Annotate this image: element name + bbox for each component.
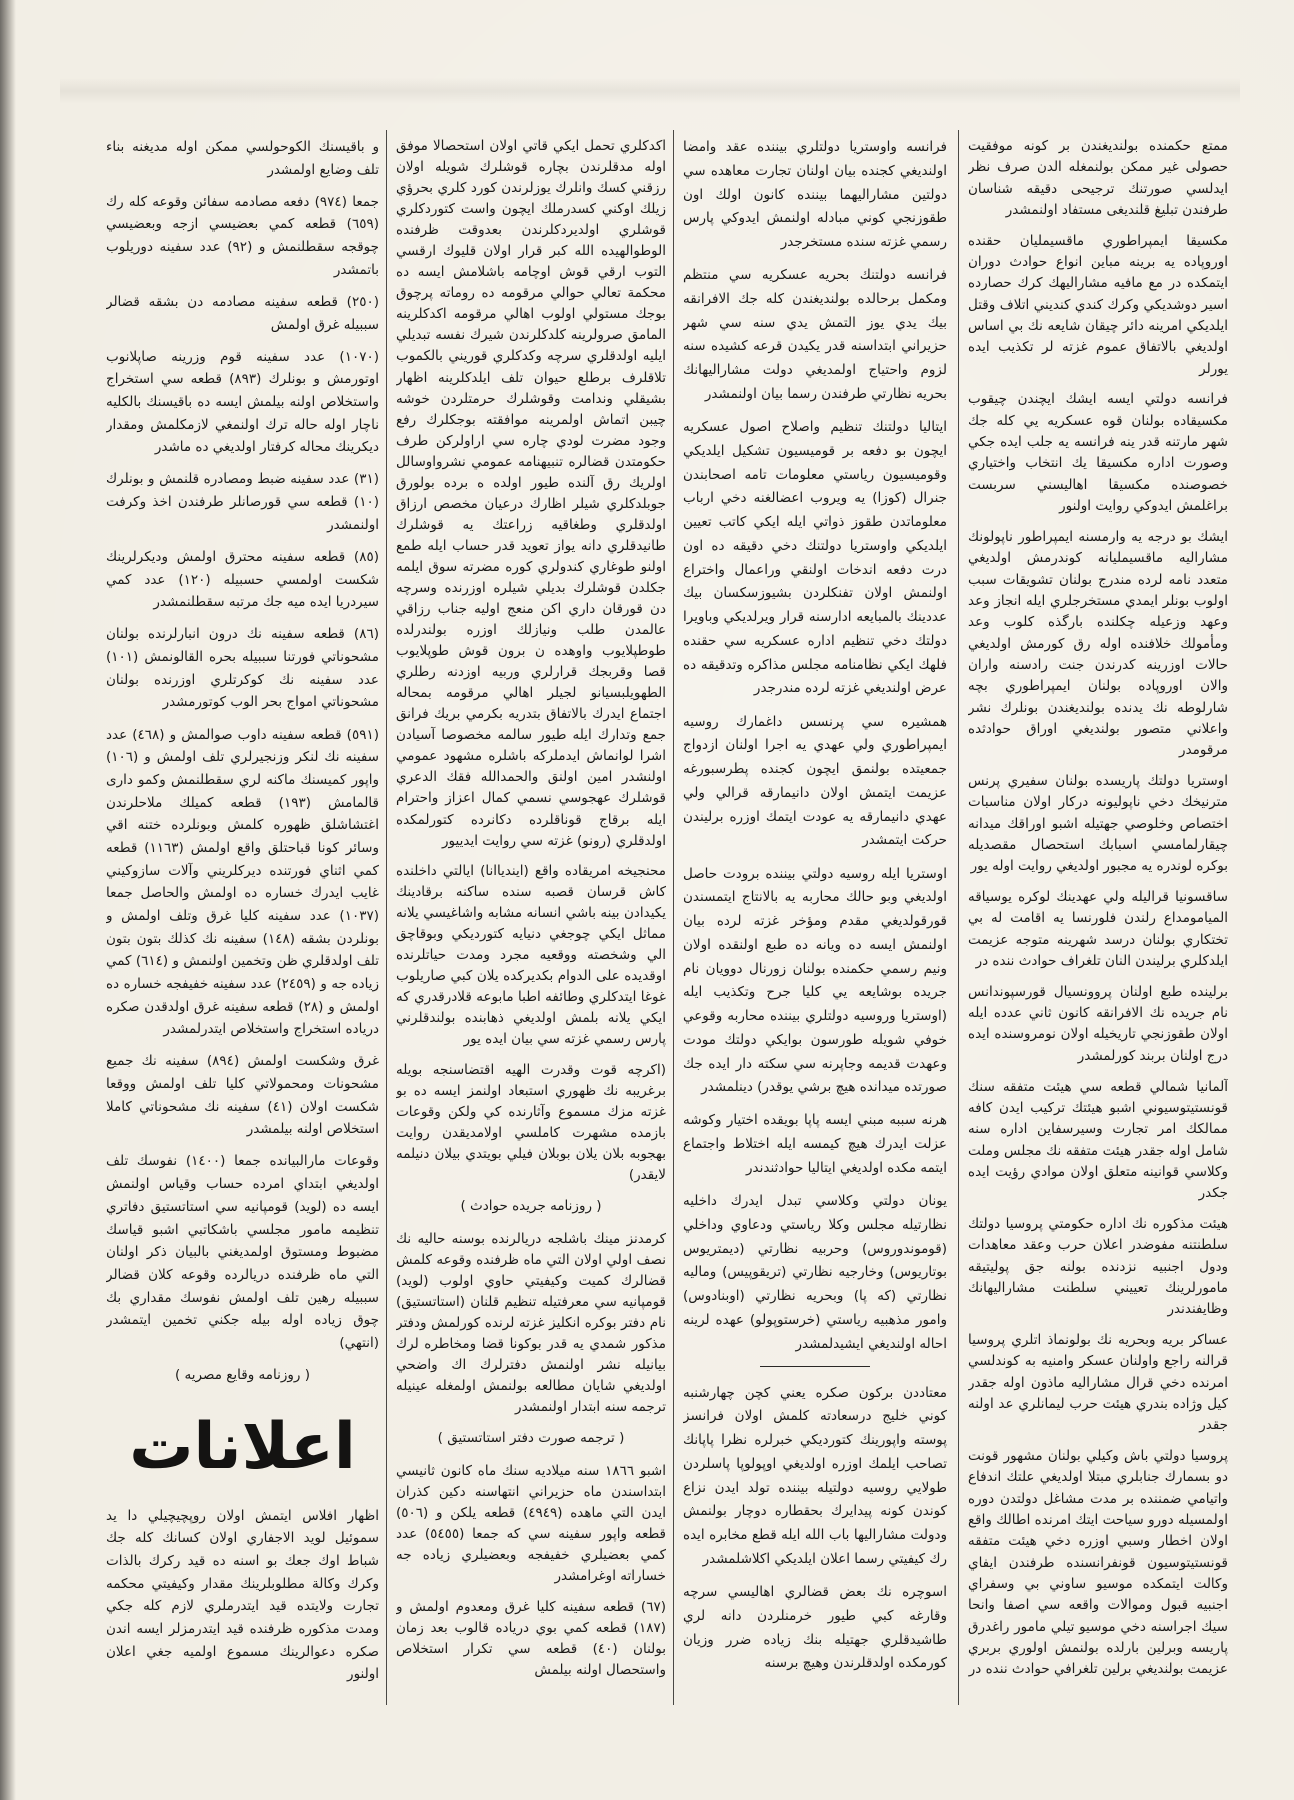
column-1 [968, 136, 1228, 1696]
column-3 [396, 136, 666, 1696]
article-paragraph: اسوچره نك بعض قضالري اهاليسي سرچه وقارغه كبي طيور خرمنلردن دانه لري طاشيدقلري جهتيله بنك زياده ضرر وزيان كورمكده اولدقلرندن وهيچ برسنه [683, 1584, 947, 1672]
article-paragraph: فرانسه دولتنك بحريه عسكريه سي منتظم ومكمل برحالده بولنديغندن كله جك الافرانقه بيك يدي يوز التمش يدي سنه سي شهر حزيراني ابتداسنه قدر يكيدن قرعه كشيده سنه لزوم واحتياج اولمديغي دولت مشاراليهانك بحريه نظارتي طرفندن رسما بيان اولنمشدر [683, 267, 947, 402]
article-paragraph: پروسيا دولتي باش وكيلي بولنان مشهور قونت دو بسمارك جنابلري مبتلا اولديغي علتك اندفاع واتيامي ضمننده بر مدت مشاغل دولتدن دوره اولمسيله دورو سياحت ايتك امرنده اطالك واقع اولان اخطار وسبي اوزره دخي هيئت متفقه قونستيتوسيون قونفرانسنده طرفندن ايفاي وكالت ايتمكده موسيو ساوني بي وسفراي اجنبيه قبول وموالات واقعه سي اصفا وانحا سيك اجراسنه دخي موسيو تيلي مامور راغدرق پاريسه وبرلين بارلده بولنمش اولوري بربري عزيمت بولنديغي برلين تلغرافي حوادث ننده در [968, 1448, 1228, 1678]
article-paragraph: وقوعات مارالبيانده جمعا (١٤٠٠) نفوسك تلف اولديغي ابتداي امرده حساب وقياس اولنمش ايسه ده (لويد) قومپانيه سي استاتستيق دفاتري تنظيمه مامور مجلسي باشكاتبي اشبو قياسك مضبوط ومستوق اولمديغني بالبيان ذكر اولنان التي ماه ظرفنده دريالرده وقوعه كلان قضالر سببيله رهين تلف اولمش نفوسك مقداري بك چوق زياده اوله بيله جكني تخمين ايتمشدر (انتهي) [106, 1153, 379, 1351]
section-separator [760, 1366, 871, 1367]
article-paragraph: (٨٥) قطعه سفينه محترق اولمش وديكرلرينك شكست اولمسي حسبيله (١٢٠) عدد كمي سيردريا ايده ميه جك مرتبه سقطلنمشدر [106, 548, 379, 611]
article-paragraph: اوستريا ايله روسيه دولتي بيننده برودت حاصل اولديغي وبو حالك محاربه يه بالانتاج ايتمسندن قورقولديغي مقدم ومؤخر غزته لرده بيان اولنمش ايسه ده ويانه ده طبع اولنقده اولان ونيم رسمي حكمنده بولنان زورنال دوويان نام جريده بوشايعه يي كليا جرح وتكذيب ايله (اوستريا وروسيه دولتلري بيننده محاربه وقوعي خوفي شويله طورسون بوايكي دولتك مودت وعهدت قديمه وجاپرنه سي سكته دار ايده جك صورتده ميدانده هيچ برشي يوقدر) دينلمشدر [683, 865, 947, 1096]
article-paragraph: ايشك بو درجه يه وارمسنه ايمپراطور ناپولونك مشاراليه ماقسيمليانه كوندرمش اولديغي متعدد نامه لرده مندرج بولنان تشويقات سبب اولوب بونلر ايمدي مستخرجلري ايله انجاز وعد وعهد وزعيله چكلنده بارگذه كلوب وعد ومأمولك خلافنده اوله رق كورمش اولديغي حالات اوزرينه كدرندن جنت رادسنه واران والان اوروپاده بولنان ايمپراطوري بچه شارلوطه نك يدنده بولنديغندن بونلرك نشر واعلاني متصور بولنديغي اوراق حوادثده مرقومدر [968, 528, 1228, 759]
column-2 [683, 136, 947, 1696]
source-credit: ( روزنامه وقايع مصريه ) [174, 1366, 310, 1383]
table-heading: ( ترجمه صورت دفتر استاتستيق ) [437, 1429, 625, 1446]
article-paragraph: برلينده طبع اولنان پروونسيال قورسپوندانس نام جريده نك الافرانقه كانون ثاني عدده ايله اولان طقوزنجي تاريخيله اولان نومروسنده ايده درج اولنان بربند كورلمشدر [968, 983, 1228, 1064]
article-paragraph: همشيره سي پرنسس داغمارك روسيه ايمپراطوري ولي عهدي يه اجرا اولنان ازدواج جمعيتده بولنمق ايچون كجنده پطرسبورغه عزيمت ايتمش اولان دانيمارقه قرالي ولي عهدي دانيمارقه يه عودت ايتمك اوزره برليندن حركت ايتمشدر [683, 713, 947, 849]
article-paragraph: (٨٦) قطعه سفينه نك درون انبارلرنده بولنان مشحوناتي فورتنا سببيله بحره القالونمش (١٠١) عدد سفينه نك كوكرتلري اوزرنده بولنان مشحوناتي امواج بحر الوب كوتورمشدر [106, 626, 379, 711]
page-edge-shadow [0, 0, 16, 1800]
section-title-announcements: اعلانات [129, 1409, 356, 1484]
column-4 [106, 136, 379, 1696]
article-paragraph: (٣١) عدد سفينه ضبط ومصادره قلنمش و بونلرك (١٠) قطعه سي قورصانلر طرفندن اخذ وكرفت اولنمشدر [106, 471, 379, 533]
article-paragraph: (١٠٧٠) عدد سفينه قوم وزرينه صاپلانوب اوتورمش و بونلرك (٨٩٣) قطعه سي استخراج واستخلاص اولنه بيلمش ايسه ده باقيسنك بالكليه ناچار اوله حاله ترك اولنمغي لازمكلمش ومقدار ديكرينك محاله كرفتار اولديغي ده ماشدر [106, 348, 379, 456]
article-paragraph: يونان دولتي وكلاسي تبدل ايدرك داخليه نظارتيله مجلس وكلا رياستي ودعاوي وداخلي (قوموندوروس) وحربيه نظارتي (ديمتريوس بوتاريوس) وخارجيه نظارتي (تريقوپيس) وماليه نظارتي (كه پا) وبحريه نظارتي (اوبنادوس) وامور مذهبيه رياستي (خرستوپولو) عهده لرينه احاله اولنديغي ايشيدلمشدر [683, 1193, 947, 1352]
article-paragraph: فرانسه واوستريا دولتلري بيننده عقد وامضا اولنديغي كجنده بيان اولنان تجارت معاهده سي دولتين مشاراليهما بيننده كانون اولك اون طقوزنجي كوني مبادله اولنمش ايدوكي پارس رسمي غزته سنده مستخرجدر [683, 139, 947, 250]
article-paragraph: آلمانيا شمالي قطعه سي هيئت متفقه سنك قونستيتوسيوني اشبو هيئتك تركيب ايدن كافه ممالكك امر تجارت وسيرسفاين اداره سنه شامل اوله جقدر هيئت متفقه نك مجلس وملت وكلاسي قوانينه متعلق اولان موادي رؤيت ايده جكدر [968, 1078, 1228, 1202]
column-rule [673, 130, 674, 1705]
article-paragraph: هرنه سببه مبني ايسه پاپا بويقده اختيار وكوشه عزلت ايدرك هيچ كيمسه ايله اختلاط واجتماع ايتمه مكده اولديغي ايتاليا حوادثندندر [683, 1112, 947, 1176]
article-paragraph: (٥٩١) قطعه سفينه داوب صوالمش و (٤٦٨) عدد سفينه نك لنكر وزنجيرلري تلف اولمش و (١٠٦) واپور كميسنك ماكنه لري سقطلنمش وكمو دارى قالمامش (١٩٣) قطعه كميلك ملاحلرندن اغتشاشلق ظهوره كلمش وبونلرده ختنه اقي وسائر كونا قباحتلق واقع اولمش (١١٦٣) قطعه كمي اثناي فورتنده ديركلريني وآلات سازوكيني غايب ايدرك خساره ده اولمش والحاصل جمعا (١٠٣٧) عدد سفينه كليا غرق وتلف اولمش و بونلردن بشقه (١٤٨) سفينه نك كذلك بتون بتون تلف اولدقلري ظن وتخمين اولنمش و (٦١٤) كمي زياده جه و (٢٤٥٩) عدد سفينه خفيفجه خساره ده اولمش و (٢٨) قطعه سفينه غرق اولدقدن صكره درياده استخراج واستخلاص ايتدرلمشدر [106, 726, 379, 1038]
article-paragraph: مكسيقا ايمپراطوري ماقسيمليان حقنده اوروپاده يه برينه مباين انواع حوادث دوران ايتمكده در مع مافيه مشاراليهك كرك حصارده اسير دوشديكي وكرك كندي كنديني اتلاف وقتل ايلديكي امرينه دائر چيقان شايعه نك بي اساس اولديغي بالاتفاق عموم غزته لر تكذيب ايده يورلر [968, 232, 1228, 377]
article-paragraph: ايتاليا دولتنك تنظيم واصلاح اصول عسكريه ايچون بو دفعه بر قوميسيون تشكيل ايلديكي وقوميسيون رياستي معلومات تامه اصحابندن جنرال (كوزا) يه ويروب اعضالغنه دخي ارباب معلوماتدن طقوز ذواتي ايله ايكي كاتب تعيين ايلديكي واوستريا دولتنك دخي دقيقه ده اون درت دفعه اندخات اولنقي وراعمال واختراع اولنمش اولان تفنكلردن بشيوزسكسان بيك عددينك بالمبايعه ادارسنه قرار ويرلديكي وباويرا دولتك دخي تنظيم اداره عسكريه سي حقنده فلهك ايكي نظامنامه مجلس مذاكره وتدقيقه ده عرض اولنديغي غزته لرده مندرجدر [683, 419, 947, 697]
article-paragraph: محنجيخه امريقاده واقع (ايندياانا) ايالتي داخلنده كاش قرسان قصبه سنده ساكنه برقادينك يكيدادن بينه باشي انسانه مشابه واشاغيسي يلانه مماثل ايكي چوجغي دنيايه كتورديكي وبوقاچق الي وشخصته ووقعيه مجرد ومدت حياتلرنده اوقديده على الدوام بكديركده يلان كبي صاريلوب غوغا ايتدكلري وطائفه اطبا مابوعه قلادرقدري كه ايكي يلانه بلمش اولديغي ذهابنده بولندقلرني پارس رسمي غزته سي بيان ايده يور [396, 863, 666, 1048]
article-paragraph: كرمدنز مينك باشلجه دريالرنده بوسنه حاليه نك نصف اولي اولان التي ماه ظرفنده وقوعه كلمش قضالرك كميت وكيفيتي حاوي اولوب (لويد) قومپانيه سي معرفتيله تنظيم قلنان (استاتستيق) نام دفتر بوكره انكليز غزته لرنده كورلمش ودفتر مذكور شمدي يه قدر بوكونا قضا ومخاطره لرك بيانيله نشر اولنمش دفترلرك اك واضحي اولديغي شايان مطالعه بولنمش اولمغله عينيله ترجمه سنه ابتدار اولنمشدر [396, 1230, 666, 1416]
article-paragraph: ساقسونيا قراليله ولي عهدينك لوكره يوسياقه الميامومداع رلندن فلورنسا يه اقامت له بي تختكاري بولنان درسد شهرينه متوجه عزيمت ايلدكلري برليندن النان تلغراف حوادث ننده در [968, 889, 1228, 969]
source-credit: ( روزنامه جريده حوادث ) [460, 1197, 602, 1214]
article-paragraph: اوستريا دولتك پاريسده بولنان سفيري پرنس مترنيخك دخي ناپوليونه دركار اولان مناسبات اختصاص وخلوصي جهتيله اشبو اوراقك ميدانه چيقارلمامسي اسبابك استحصال مقصديله بوكره لوندره يه مجبور اولديغي روايت اوله يور [968, 772, 1228, 875]
article-paragraph: جمعا (٩٧٤) دفعه مصادمه سفائن وقوعه كله رك (٦٥٩) قطعه كمي بعضيسي ازجه وبعضيسي چوقجه سقطلنمش و (٩٢) عدد سفينه دوريلوب باتمشدر [106, 193, 379, 278]
article-paragraph: اشبو ١٨٦٦ سنه ميلاديه سنك ماه كانون ثانيسي ابتداسندن ماه حزيراني انتهاسنه دكين كذران ايدن التي ماهده (٤٩٤٩) قطعه يلكن و (٥٠٦) قطعه واپور سفينه سي كه جمعا (٥٤٥٥) عدد كمي بعضيلري خفيفجه وبعضيلري زياده جه خساراته اوغرامشدر [396, 1462, 666, 1585]
announcement-paragraph: اظهار افلاس ايتمش اولان روپچيچيلي دا يد سموئيل لويد الاجفاري اولان كسانك كله جك شباط اوك جعك بو اسنه ده قيد ركرك بالذات وكرك وكالة مطلوبلرينك مقدار وكيفيتي محكمه تجارت ولايتده قيد ايتدرملري لازم كله جكي ومدت مذكوره ظرفنده قيد ايتدرمزلر ايسه اندن صكره دعوالرينك مسموع اولميه جغي اعلان اولنور [106, 1507, 379, 1683]
article-paragraph: اكدكلري تحمل ايكي قاتي اولان استحصالا موفق اوله مدقلرندن بچاره قوشلرك شويله اولان رزقني كسك وانلرك يوزلرندن كورد كلري بحرؤي زيلك اوكني كسدرملك ايچون واست كتوردكلري قوشلري اولديردكلرندن بعدوقت ظرفنده الوطوالهيده الله كبر قرار اولان قليوك ارقسي التوب ارقي قوش اوچامه باشلامش ايسه ده محكمة تعالي حوالي مرقومه ده روماته پرچوق بوجك مستولي اولوب اهالي مرقومه اكدكلرينه المامق صرولرينه كلدكلرندن شيرك نفسه تبديلي ايليه اولدقلري سرچه وكدكلري قوريني بالكموب تلاقلرف برطلع حيوان تلف ايلدكلرينه اظهار بشيقلي وندامت وقوشلرك حرمتلردن خوشه چيبن اتماش اولمرينه موافقته بوجكلرك رفع وجود مضرت لودي چاره سي اراولركن طرف حكومتدن قضالره تنبيهنامه عمومي نشرواوسالل اولريك رق آلنده طيور اولده ه برده بولورق جوبلدكلري شيلر اظارك درعيان مخصص ارزاق اولدقلري وطغاقيه زراعتك يه قوشلرك طانيدقلري دانه يواز تعويد قدر حساب ايله طمع اولنو طوغاري كندولري كوره مضرته سوق ايلمه جكلدن قوشلرك بديلي شيلره اوزرنده وسرچه دن قورقان داري اكن منعج اوليه جناب رزاقي عالمدن طلب ونيازلك اوزره بولندرلده طوطپلايوب واوهده ن برون قوش طوپلايوب قصا وقربجك قرارلري وربيه اوزدنه رطلري الطهويلبسيانو لجيلر اهالي مرقومه بمحاله اجتماع ايدرك بالاتفاق بتدريه بكرمي بريك فرانق جمع وتدارك ايله طيور سالمه مخصوصا آسيادن اشرا لوانماش ايدملركه باشلره مشهود عمومي اولنشدر امين اولنق والحمدالله فقك الدعري قوشلرك عهجوسي نسمي كمال اعزاز واحترام ايله برقاج قوناقلرده دكانرده كتورلمكده اولدقلري (رونو) غزته سي روايت ايدييور [396, 138, 666, 849]
article-paragraph: فرانسه دولتي ايسه ايشك ايچندن چيقوب مكسيقاده بولنان قوه عسكريه يي كله جك شهر مارتنه قدر ينه فرانسه يه جلب ايده جكي وصورت اداره مكسيقا يك انتخاب واختياري خصوصنده مكسيقا اهاليسني سربست براغلمش ايدوكي روايت اولنور [968, 391, 1228, 515]
article-paragraph: (٢٥٠) قطعه سفينه مصادمه دن بشقه قضالر سببيله غرق اولمش [106, 293, 379, 333]
column-rule [386, 130, 387, 1705]
article-paragraph: عساكر بريه وبحريه نك بولونماذ اتلري پروسيا قرالنه راجع واولنان عسكر وامنيه به كوندلسي امرنده دخي قرال مشاراليه ماذون اوله جقدر كيل وژاده بندري هيئت حرب ليمانلري عد اولنه جقدر [968, 1332, 1228, 1434]
page-top-bleed-through [60, 78, 1240, 104]
article-paragraph: (٦٧) قطعه سفينه كليا غرق ومعدوم اولمش و (١٨٧) قطعه كمي بوي درياده قالوب بعد زمان بولنان (٤٠) قطعه سي تكرار استخلاص واستحصال اولنه بيلمش [396, 1598, 666, 1678]
article-paragraph: و باقيسنك الكوحولسي ممكن اوله مديغنه بناء تلف وضايع اولمشدر [106, 139, 379, 178]
article-paragraph: غرق وشكست اولمش (٨٩٤) سفينه نك جميع مشحونات ومحمولاتي كليا تلف اولمش ووقعا شكست اولان (٤١) سفينه نك مشحوناتي كاملا استخلاص اولنه بيلمشدر [106, 1053, 379, 1138]
article-paragraph: (اكرچه قوت وقدرت الهيه اقتضاسنجه بويله برغريبه نك ظهوري استبعاد اولنمز ايسه ده بو غزته مزك مسموع وآثارنده كي ولكن وقوعات بازمده مشهرت كاملسي اولامديقدن روايت بهجوبه بلان يلان بوبلان فيلي بويتدي بيلان دنيلمه لايقدر) [396, 1061, 666, 1184]
column-rule [958, 130, 959, 1705]
article-paragraph: هيئت مذكوره نك اداره حكومتي پروسيا دولتك سلطنتنه مفوضدر اعلان حرب وعقد معاهدات ودول اجنبيه نزدنده بولنه جق پوليتيقه مامورلرينك تعييني سلطنت مشاراليهانك وظايفندندر [968, 1215, 1228, 1318]
article-paragraph: ممتع حكمنده بولنديغندن بر كونه موفقيت حصولى غير ممكن بولنمغله الدن صرف نظر ايدلسي صورتنك ترجيحى دقيقه شناسان طرفندن تبليغ قلنديغى مستفاد اولنمشدر [968, 138, 1228, 218]
article-paragraph: معتاددن بركون صكره يعني كچن چهارشنبه كوني خليج درسعادته كلمش اولان فرانسز پوسته واپورينك كتورديكي خبرلره نظرا پاپانك تصاحب ايلمك اوزره اولديغي اوپولوپا پاسلردن طولايي روسيه دولتيله بيننده تولد ايدن نزاع كوندن كونه پيدايرك بحقطاره دوچار بولنمش ودولت مشاراليها باب الله ايله قطع مخابره ايده رك كيفيتي رسما اعلان ايلديكي اكلاشلمشدر [683, 1384, 947, 1567]
